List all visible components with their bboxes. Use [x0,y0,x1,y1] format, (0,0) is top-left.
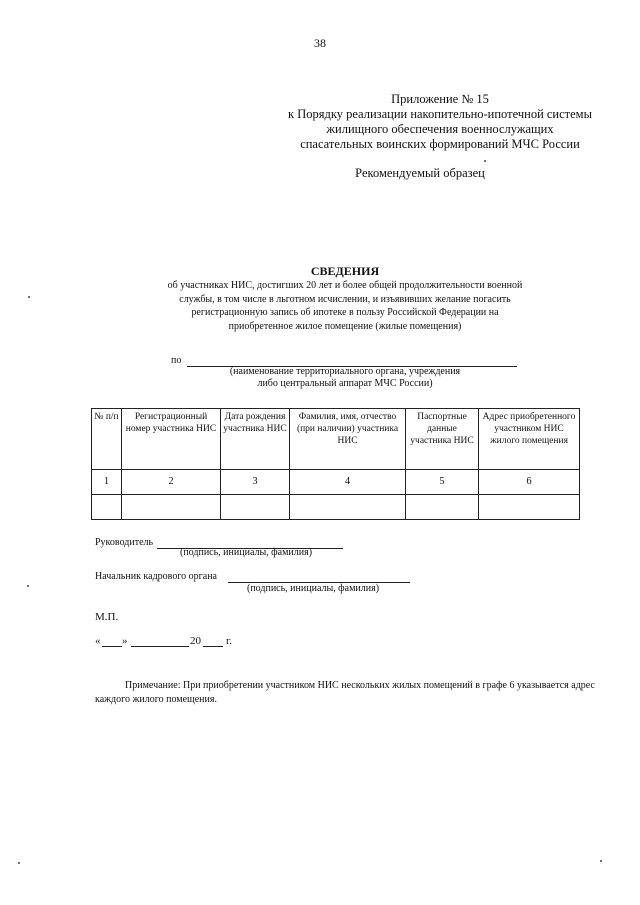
column-number-cell: 6 [479,470,580,495]
table-header-cell: Паспортные данные участника НИС [406,409,479,470]
table-cell [92,495,122,520]
page-number: 38 [314,36,326,50]
date-close-quote: » [122,635,128,647]
table-number-row [92,470,580,495]
scan-speck [600,860,602,862]
date-open-quote: « [95,635,101,647]
stamp-label: М.П. [95,611,119,623]
document-subtitle: об участниках НИС, достигших 20 лет и более общей продолжительности военной службы, в том числе в льготном исчислении, и изъявивших желание погасить регистрационную запись об ипотеке в пользу Российской Федерации на приобретенное жилое помещение (жилые помещения) [167,280,523,332]
scan-speck [27,585,29,587]
table-header-row [92,409,580,470]
scan-speck [484,160,486,162]
table-cell [122,495,221,520]
column-number-cell: 1 [92,470,122,495]
column-number-cell: 2 [122,470,221,495]
column-number-cell: 3 [221,470,290,495]
po-label: по [171,355,182,366]
sample-label: Рекомендуемый образец [355,166,485,180]
table-header-cell: Регистрационный номер участника НИС [122,409,221,470]
appendix-header [240,92,640,152]
document-title: СВЕДЕНИЯ [310,264,380,278]
head-signature-label: Руководитель [95,537,154,548]
date-month-line [131,646,189,647]
hr-signature-caption: (подпись, инициалы, фамилия) [247,583,380,594]
table-cell [406,495,479,520]
appendix-line: к Порядку реализации накопительно-ипотечной системы [288,107,592,121]
table-row [92,495,580,520]
table-header-cell: № п/п [92,409,122,470]
date-year-suffix: г. [226,635,233,647]
table-cell [290,495,406,520]
scan-speck [28,296,30,298]
table-cell [221,495,290,520]
org-caption [200,366,490,390]
date-year-line [203,646,223,647]
appendix-line: Приложение № 15 [391,92,489,106]
footnote: Примечание: При приобретении участником НИС нескольких жилых помещений в графе 6 указывается адрес каждого жилого помещения. [95,680,595,705]
date-day-line [102,646,122,647]
scan-speck [18,862,20,864]
hr-signature-label: Начальник кадрового органа [95,571,217,582]
head-signature-caption: (подпись, инициалы, фамилия) [180,547,313,558]
participants-table [91,408,580,520]
org-caption-line: (наименование территориального органа, учреждения [229,366,461,377]
appendix-line: спасательных воинских формирований МЧС России [300,137,580,151]
date-year-prefix: 20 [190,635,201,647]
column-number-cell: 4 [290,470,406,495]
table-header-cell: Фамилия, имя, отчество (при наличии) участника НИС [290,409,406,470]
table-header-cell: Адрес приобретенного участником НИС жилого помещения [479,409,580,470]
appendix-line: жилищного обеспечения военнослужащих [326,122,554,136]
table-cell [479,495,580,520]
org-caption-line: либо центральный аппарат МЧС России) [257,378,433,389]
table-header-cell: Дата рождения участника НИС [221,409,290,470]
column-number-cell: 5 [406,470,479,495]
